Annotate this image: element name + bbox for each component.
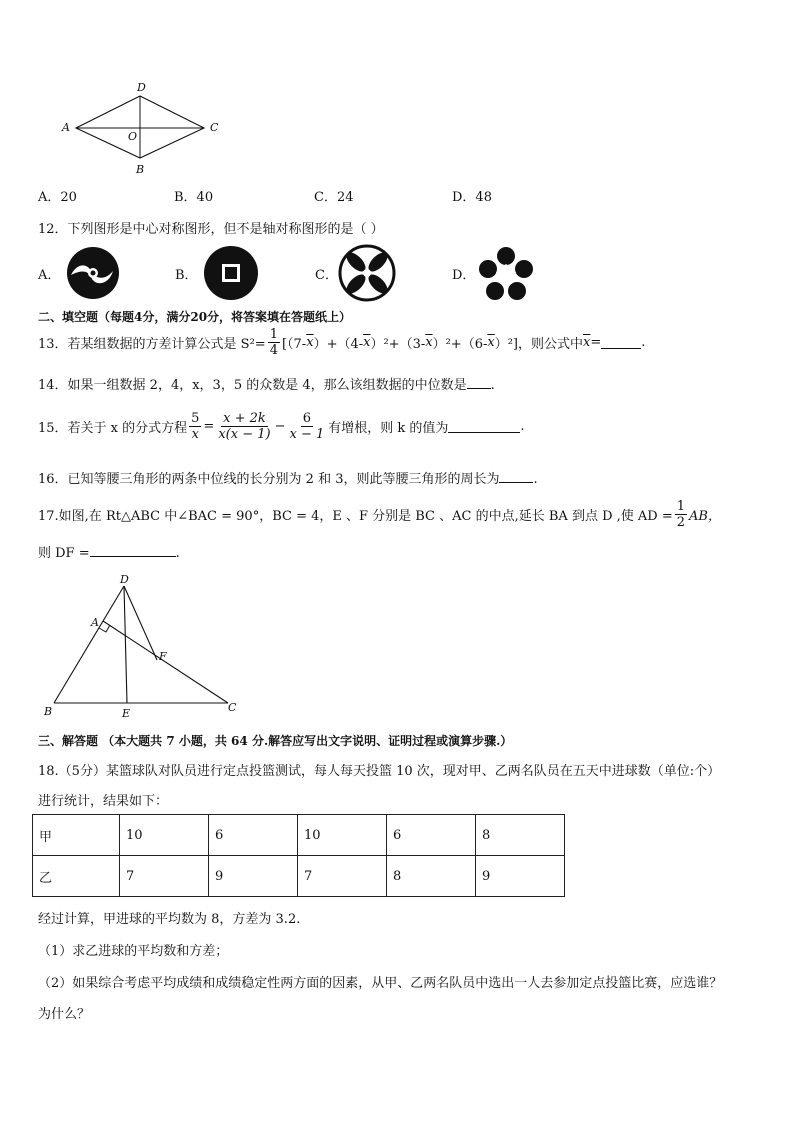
label-d: D	[137, 81, 146, 94]
q13-fraction	[268, 328, 280, 357]
q15-frac-2-den: x(x − 1)	[218, 427, 271, 442]
q15-frac-2	[216, 412, 272, 441]
table-row	[33, 856, 565, 897]
q15-lead: 15．若关于 x 的分式方程	[38, 421, 188, 436]
q13-end: .	[641, 335, 646, 350]
q15-frac-1-num: 5	[191, 411, 200, 426]
label-b: B	[44, 705, 53, 718]
section-3-title: 三、解答题 （本大题共 7 小题，共 64 分.解答应写出文字说明、证明过程或演算步骤.）	[38, 734, 513, 748]
q13-tail: =	[590, 335, 602, 350]
q11-option-a: A．20	[38, 190, 77, 205]
section-2-title: 二、填空题（每题4分，满分20分，将答案填在答题纸上）	[38, 310, 352, 324]
q17-line-2	[38, 542, 180, 561]
q17-text: 17.如图,在 Rt△ABC 中∠BAC = 90°，BC = 4，E 、F 分别是 BC 、AC 的中点,延长 BA 到点 D ,使 AD =	[38, 509, 673, 524]
four-petal-icon	[338, 244, 396, 302]
q18-line-2: 进行统计，结果如下：	[38, 794, 169, 809]
table-cell: 乙	[33, 856, 120, 897]
table-cell: 9	[476, 856, 565, 897]
q12-option-d-letter: D．	[452, 268, 476, 283]
label-o: O	[128, 130, 138, 143]
q13-xbar-4: $\overline{x}$	[487, 335, 495, 350]
q16-end: .	[533, 472, 538, 487]
q14-answer-blank[interactable]	[467, 376, 491, 389]
q13-answer-blank[interactable]	[601, 336, 641, 349]
q13-body-a: [（7-	[281, 337, 307, 352]
q15-tail: 有增根，则 k 的值为	[328, 421, 449, 436]
q13-lead: 13．若某组数据的方差计算公式是 S²=	[38, 337, 266, 352]
table-cell: 7	[120, 856, 209, 897]
q13-body-e: ）²]，则公式中	[494, 337, 584, 352]
q18-line-1: 18.（5分）某篮球队对队员进行定点投篮测试，每人每天投篮 10 次，现对甲、乙两名队员在五天中进球数（单位:个）	[38, 764, 721, 779]
q16	[38, 468, 538, 487]
table-cell: 10	[298, 815, 387, 856]
q18-sub-2a: （2）如果综合考虑平均成绩和成绩稳定性两方面的因素，从甲、乙两名队员中选出一人去参加定点投篮比赛，应选谁？	[38, 976, 723, 991]
q15-frac-3-num: 6	[302, 411, 311, 426]
q13-frac-den: 4	[269, 343, 278, 358]
q17-frac-den: 2	[676, 515, 686, 530]
table-row	[33, 815, 565, 856]
table-cell: 6	[209, 815, 298, 856]
triangle-figure	[40, 572, 250, 722]
label-c: C	[210, 121, 219, 134]
segment-de	[124, 586, 127, 703]
table-cell: 9	[209, 856, 298, 897]
table-cell: 7	[298, 856, 387, 897]
score-table	[32, 814, 565, 897]
q13-xbar-1: $\overline{x}$	[306, 335, 314, 350]
q13-xbar-5: $\overline{x}$	[583, 335, 591, 350]
q16-text: 16．已知等腰三角形的两条中位线的长分别为 2 和 3，则此等腰三角形的周长为	[38, 472, 500, 487]
q17-line1-end: AB，	[689, 509, 721, 524]
q15-answer-blank[interactable]	[448, 420, 520, 433]
q17-end: .	[175, 546, 180, 561]
segment-df	[124, 586, 157, 660]
q13-xbar-2: $\overline{x}$	[363, 335, 371, 350]
label-a: A	[91, 616, 99, 629]
q17-fraction	[675, 500, 687, 529]
q15-frac-3-den: x − 1	[289, 427, 325, 442]
yin-yang-icon	[65, 245, 121, 301]
q12-stem: 12．下列图形是中心对称图形，但不是轴对称图形的是（ ）	[38, 222, 384, 237]
q15-eq: =	[203, 419, 215, 434]
q17-line-1	[38, 500, 721, 529]
q15-frac-1-den: x	[191, 427, 199, 442]
table-cell: 甲	[33, 815, 120, 856]
q11-option-c: C．24	[314, 190, 354, 205]
table-cell: 10	[120, 815, 209, 856]
label-a: A	[62, 121, 70, 134]
q12-option-b-letter: B．	[175, 268, 198, 283]
q15-frac-2-num: x + 2k	[223, 411, 266, 426]
q13-frac-num: 1	[269, 327, 278, 342]
label-f: F	[159, 650, 167, 663]
q12-option-c-letter: C．	[315, 268, 338, 283]
q13-body-b: ）+（4-	[313, 337, 364, 352]
table-cell: 8	[387, 856, 476, 897]
q14	[38, 374, 495, 393]
q13-xbar-3: $\overline{x}$	[425, 335, 433, 350]
table-cell: 6	[387, 815, 476, 856]
label-e: E	[122, 707, 131, 720]
q12-option-a-letter: A．	[38, 268, 61, 283]
q14-end: .	[490, 378, 495, 393]
q18-after-text: 经过计算，甲进球的平均数为 8，方差为 3.2.	[38, 912, 301, 927]
q13-body-c: ）²+（3-	[370, 337, 426, 352]
q17-answer-blank[interactable]	[90, 544, 176, 557]
q13-body-d: ）²+（6-	[432, 337, 488, 352]
q17-line2-text: 则 DF =	[38, 546, 90, 561]
label-b: B	[136, 163, 145, 176]
q15-frac-1	[189, 412, 201, 441]
pentagon-flower-icon	[478, 247, 534, 303]
coin-square-icon	[203, 245, 259, 301]
q17-frac-num: 1	[676, 499, 686, 514]
q14-text: 14．如果一组数据 2，4，x，3，5 的众数是 4，那么该组数据的中位数是	[38, 378, 467, 393]
q15-end: .	[520, 419, 525, 434]
q15-frac-3	[287, 412, 326, 441]
q13	[38, 328, 645, 357]
q11-option-b: B．40	[174, 190, 214, 205]
q11-option-d: D．48	[452, 190, 492, 205]
segment-bd	[54, 586, 124, 703]
q15	[38, 412, 525, 441]
q18-sub-1: （1）求乙进球的平均数和方差；	[38, 944, 229, 959]
q15-minus: −	[274, 419, 286, 434]
table-cell: 8	[476, 815, 565, 856]
q18-sub-2b: 为什么？	[38, 1007, 91, 1022]
q16-answer-blank[interactable]	[499, 470, 533, 483]
label-d: D	[120, 573, 129, 586]
label-c: C	[228, 701, 237, 714]
rhombus-figure	[58, 80, 228, 180]
